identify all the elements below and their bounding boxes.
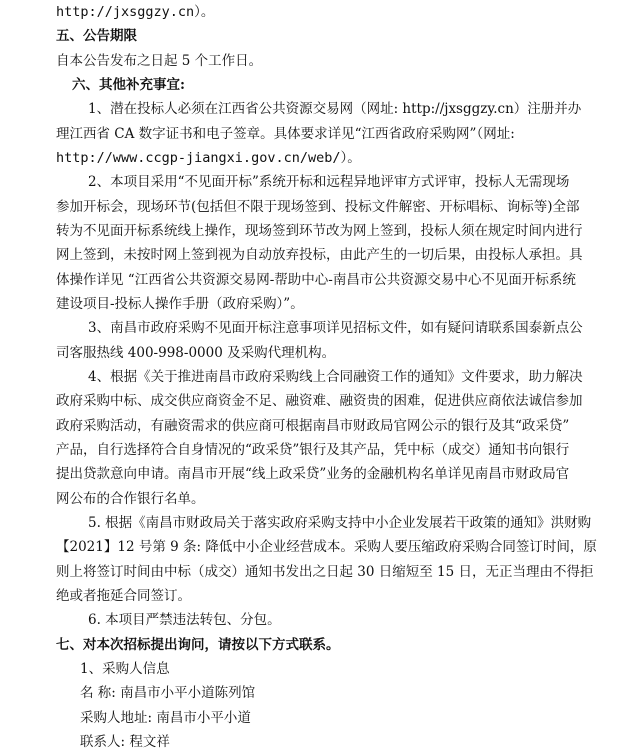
para-6-2-line-1: 2、本项目采用“不见面开标”系统开标和远程异地评审方式评审，投标人无需现场 [88, 174, 570, 191]
para-6-4-line-3: 政府采购活动，有融资需求的供应商可根据南昌市财政局官网公示的银行及其“政采贷” [56, 417, 570, 434]
para-6-5-line-4: 绝或者拖延合同签订。 [56, 588, 191, 604]
para-6-4-line-2: 政府采购中标、成交供应商资金不足、融资难、融资贵的困难，促进供应商依法诚信参加 [56, 393, 583, 410]
purchaser-contact: 联系人: 程文祥 [80, 734, 170, 750]
para-6-2-line-3: 转为不见面开标系统线上操作，现场签到环节改为网上签到，投标人须在规定时间内进行 [56, 223, 583, 239]
section-heading-5: 五、公告期限 [56, 28, 137, 45]
para-6-5-line-2: 【2021】12 号第 9 条: 降低中小企业经营成本。采购人要压缩政府采购合同签订时间，原 [56, 539, 597, 556]
para-6-3-line-1: 3、南昌市政府采购不见面开标注意事项详见招标文件，如有疑问请联系国泰新点公 [88, 320, 583, 337]
para-6-5-line-1: 5. 根据《南昌市财政局关于落实政府采购支持中小企业发展若干政策的通知》洪财购 [88, 515, 592, 531]
para-6-2-line-6: 建设项目-投标人操作手册（政府采购）”。 [56, 296, 304, 312]
purchaser-address: 采购人地址: 南昌市小平小道 [80, 709, 251, 726]
para-6-1-line-2: 理江西省 CA 数字证书和电子签章。具体要求详见“江西省政府采购网”（网址: [56, 125, 515, 142]
para-6-2-line-5: 体操作详见 “江西省公共资源交易网-帮助中心-南昌市公共资源交易中心不见面开标系统 [56, 271, 576, 288]
para-6-2-line-4: 网上签到，未按时网上签到视为自动放弃投标，由此产生的一切后果，由投标人承担。具 [56, 247, 583, 264]
para-6-4-line-4: 产品，自行选择符合自身情况的“政采贷”银行及其产品，凭中标（成交）通知书向银行 [56, 442, 570, 458]
section-heading-7: 七、对本次招标提出询问，请按以下方式联系。 [56, 636, 340, 653]
para-6-3-line-2: 司客服热线 400-998-0000 及采购代理机构。 [56, 344, 336, 361]
para-6-1-line-1: 1、潜在投标人必须在江西省公共资源交易网（网址: http://jxsggzy.cn）注册并办 [88, 101, 582, 118]
section-heading-6: 六、其他补充事宜: [72, 77, 185, 93]
para-6-1-line-3: http://www.ccgp-jiangxi.gov.cn/web/）。 [56, 150, 361, 166]
para-6-6: 6. 本项目严禁违法转包、分包。 [88, 612, 281, 629]
para-6-4-line-5: 提出贷款意向申请。南昌市开展“线上政采贷”业务的金融机构名单详见南昌市财政局官 [56, 466, 570, 483]
section-5-body: 自本公告发布之日起 5 个工作日。 [56, 52, 263, 69]
purchaser-name: 名 称: 南昌市小平小道陈列馆 [80, 685, 256, 702]
para-6-5-line-3: 则上将签订时间由中标（成交）通知书发出之日起 30 日缩短至 15 日，无正当理由不得拒 [56, 563, 594, 580]
url-continuation: http://jxsggzy.cn）。 [56, 4, 215, 20]
para-6-2-line-2: 参加开标会，现场环节(包括但不限于现场签到、投标文件解密、开标唱标、询标等)全部 [56, 198, 580, 215]
purchaser-info-heading: 1、采购人信息 [80, 661, 170, 677]
para-6-4-line-6: 网公布的合作银行名单。 [56, 490, 205, 507]
para-6-4-line-1: 4、根据《关于推进南昌市政府采购线上合同融资工作的通知》文件要求，助力解决 [88, 369, 583, 385]
